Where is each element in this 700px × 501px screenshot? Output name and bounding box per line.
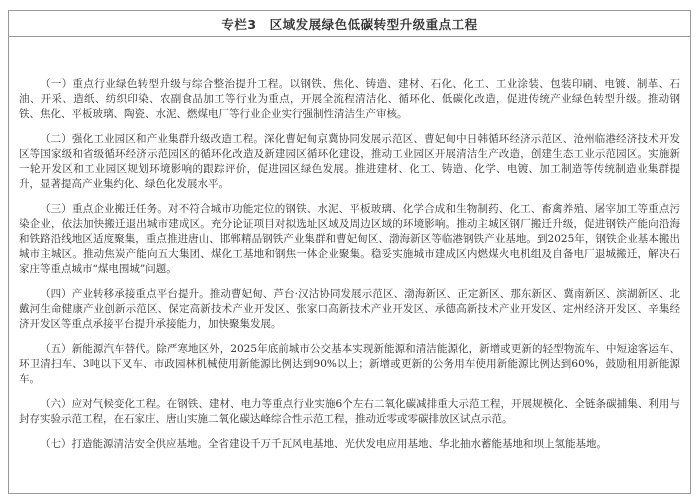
paragraph-6: （六）应对气候变化工程。在钢铁、建材、电力等重点行业实施6个左右二氧化碳减排重大示范工程，开展规模化、全链条碳捕集、利用与封存实验示范工程，在石家庄、唐山实施二氧化碳达峰综合性示范工程，推动近零或零碳排放区试点示范。 [19, 398, 680, 425]
paragraph-1: （一）重点行业绿色转型升级与综合整治提升工程。以钢铁、焦化、铸造、建材、石化、化工、工业涂装、包装印刷、电镀、制革、石油、开采、造纸、纺织印染、农副食品加工等行业为重点，开展全流程清洁化、循环化、低碳化改造，促进传统产业绿色转型升级。推动钢铁、焦化、平板玻璃、陶瓷、水泥、燃煤电厂等行业企业实行强制性清洁生产审核。 [19, 78, 680, 120]
feature-panel [8, 10, 691, 494]
paragraph-5: （五）新能源汽车替代。除严寒地区外，2025年底前城市公交基本实现新能源和清洁能源化，新增或更新的轻型物流车、中短途客运车、环卫清扫车、3吨以下叉车、市政园林机械使用新能源比例达到90%以上；新增或更新的公务用车使用新能源比例达到60%，鼓励租用新能源车。 [19, 343, 680, 385]
panel-title: 专栏3 区域发展绿色低碳转型升级重点工程 [9, 11, 690, 37]
paragraph-2: （二）强化工业园区和产业集群升级改造工程。深化曹妃甸京冀协同发展示范区、曹妃甸中日韩循环经济示范区、沧州临港经济技术开发区等国家级和省级循环经济示范园区的循环化改造及新建园区循环化建设，推动工业园区开展清洁生产改造，创建生态工业示范园区。实施新一轮开发区和工业园区规划环境影响的跟踪评价，促进园区绿色发展。推进建材、化工、铸造、化学、电镀、加工制造等传统制造业集群提升，显著提高产业集约化、绿色化发展水平。 [19, 133, 680, 190]
paragraph-3: （三）重点企业搬迁任务。对不符合城市功能定位的钢铁、水泥、平板玻璃、化学合成和生物制药、化工、畜禽养殖、屠宰加工等重点污染企业，依法加快搬迁退出城市建成区。充分论证项目对拟选址区域及周边区域的环境影响。推动主城区钢厂搬迁升级，促进钢铁产能向沿海和铁路沿线地区适度聚集，重点推进唐山、邯郸精品钢铁产业集群和曹妃甸区、渤海新区等临港钢铁产业基地。到2025年，钢铁企业基本搬出城市主城区。推动焦炭产能向五大集团、煤化工基地和钢焦一体企业聚集。稳妥实施城市建成区内燃煤火电机组及自备电厂退城搬迁，解决石家庄等重点城市“煤电围城”问题。 [19, 203, 680, 275]
panel-content [9, 37, 690, 452]
paragraph-4: （四）产业转移承接重点平台提升。推动曹妃甸、芦台·汉沽协同发展示范区、渤海新区、正定新区、那东新区、冀南新区、滨湖新区、北戴河生命健康产业创新示范区、保定高新技术产业开发区、张家口高新技术产业开发区、承德高新技术产业开发区、定州经济开发区、辛集经济开发区等重点承接平台提升承接能力，加快聚集发展。 [19, 288, 680, 330]
paragraph-7: （七）打造能源清洁安全供应基地。全省建设千万千瓦风电基地、光伏发电应用基地、华北抽水蓄能基地和坝上氢能基地。 [40, 438, 607, 450]
